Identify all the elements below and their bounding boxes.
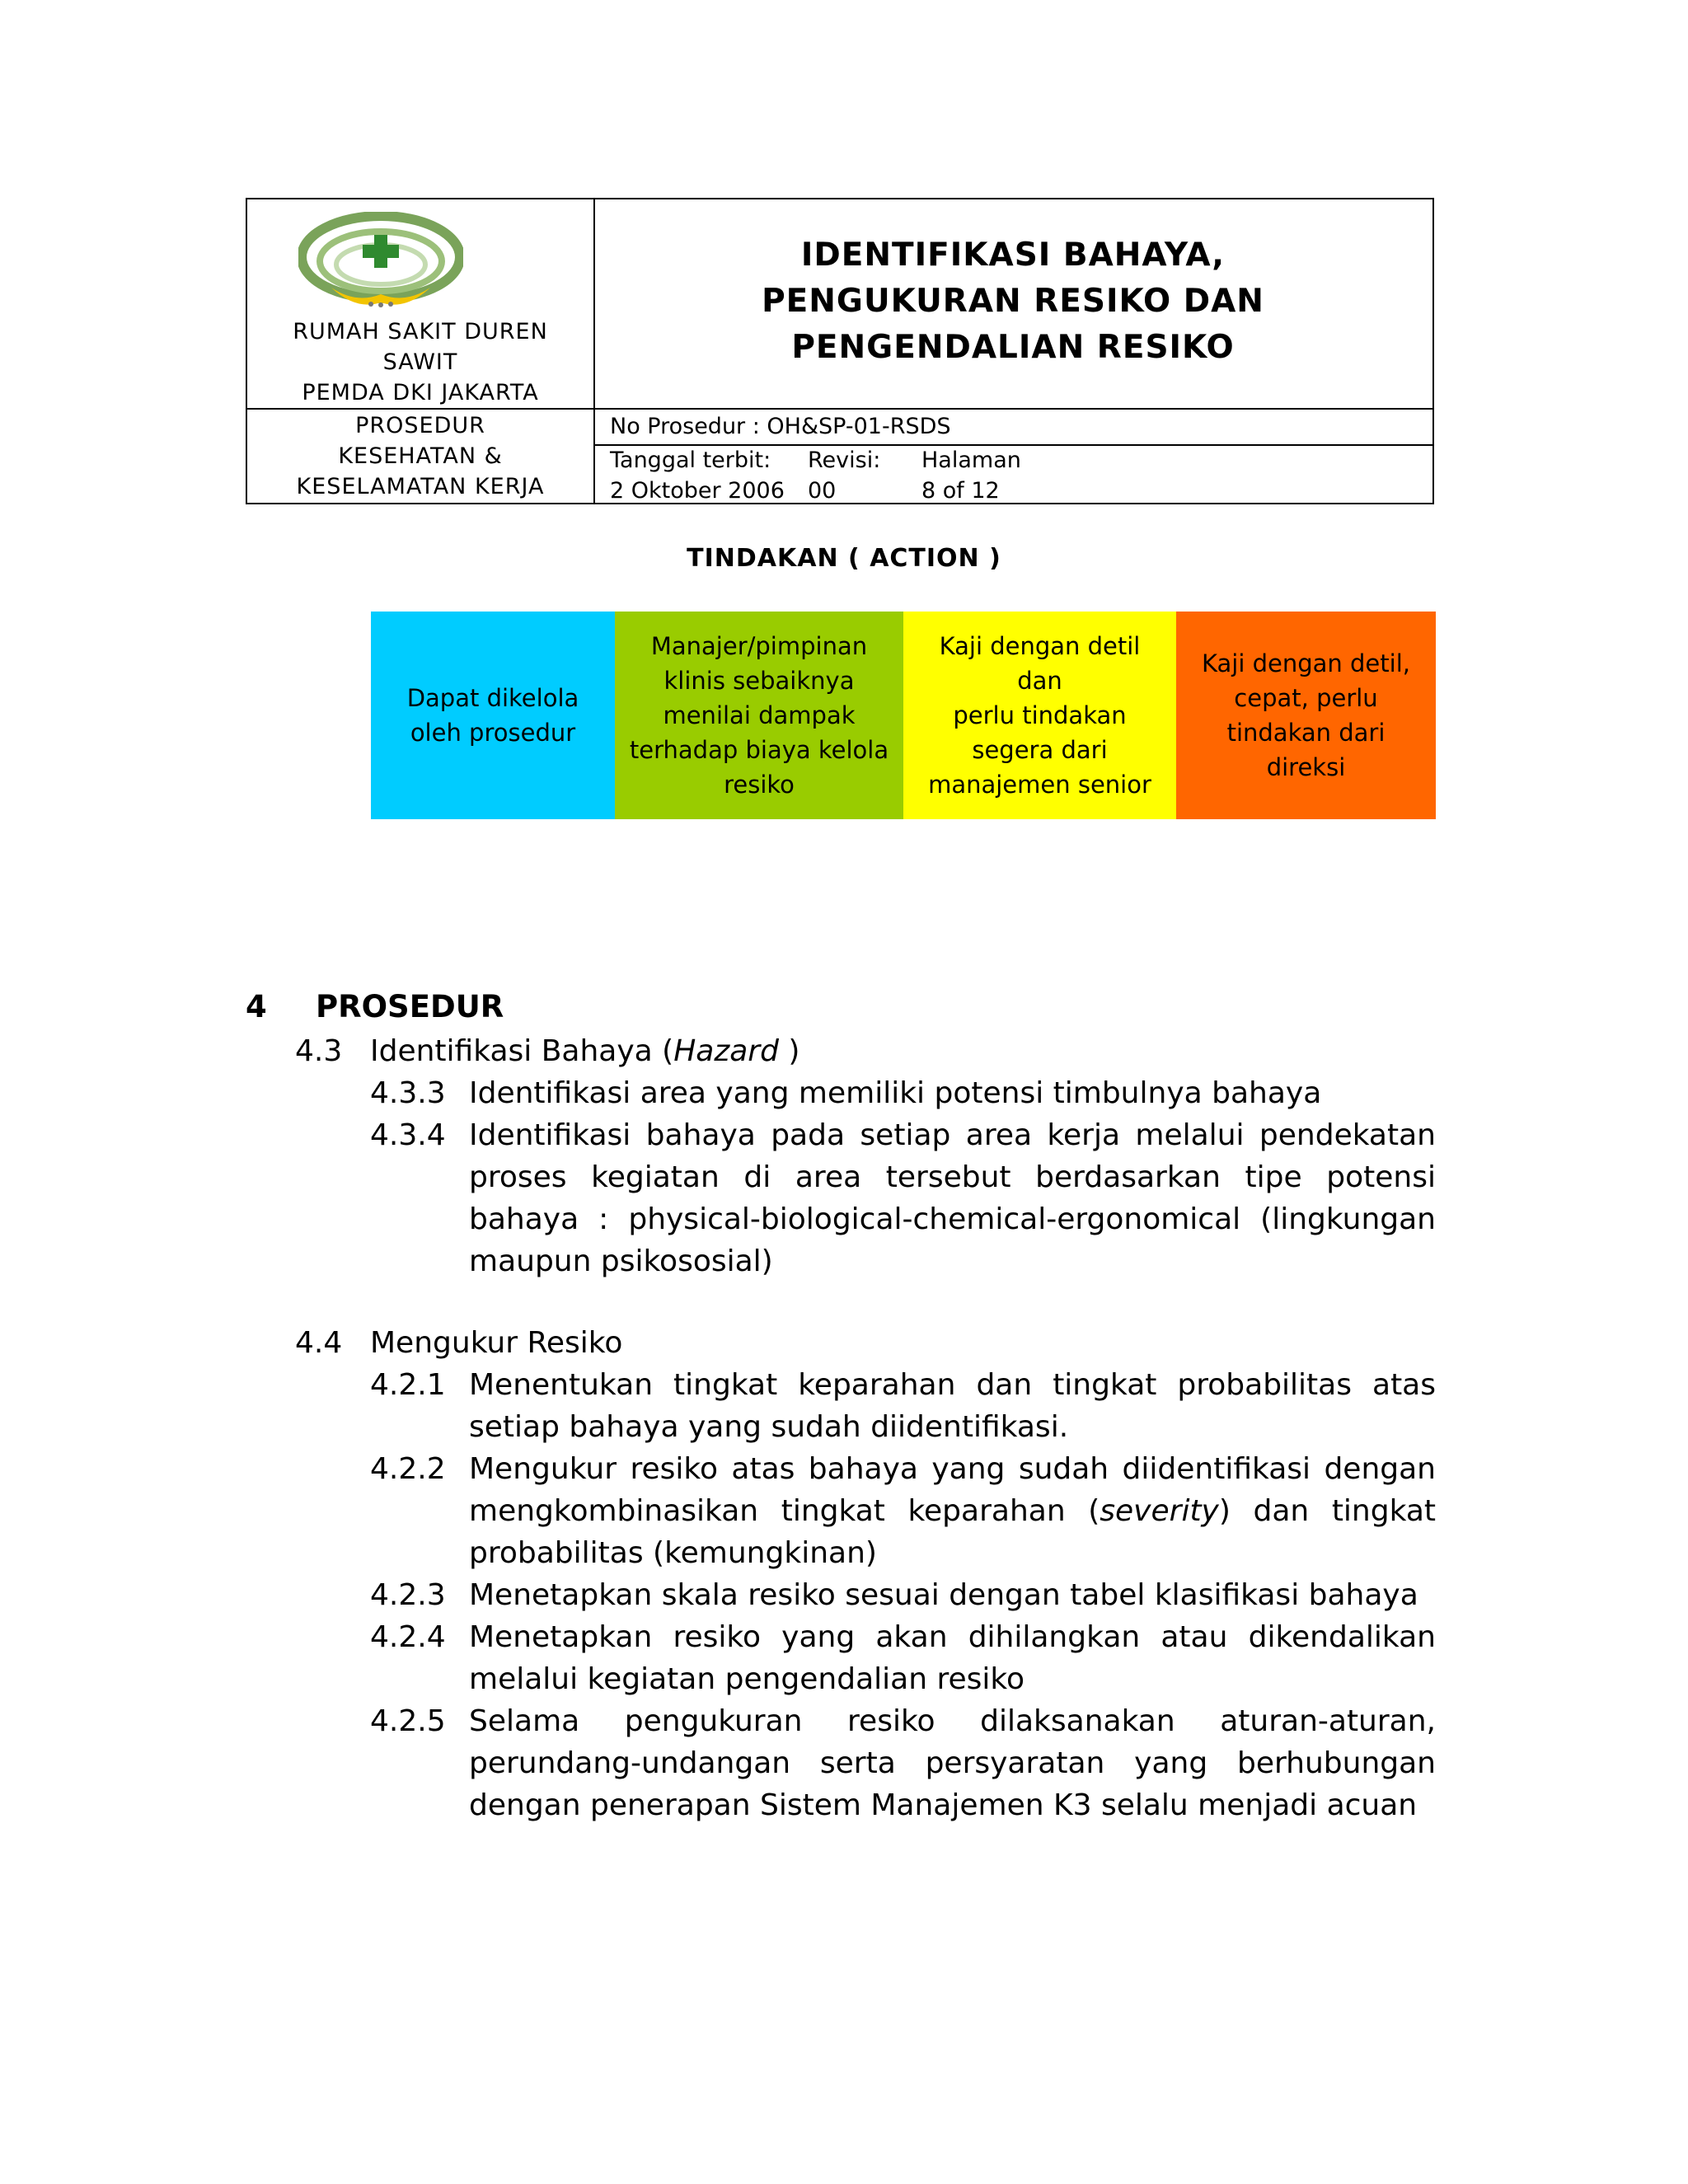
item-number: 4.2.2	[370, 1452, 446, 1486]
action-cell-high	[903, 612, 1176, 819]
action-cell-line: resiko	[724, 771, 795, 799]
title-line: IDENTIFIKASI BAHAYA,	[800, 237, 1226, 274]
subsection-title-text: Identifikasi Bahaya (	[370, 1034, 674, 1068]
procedure-line: KESEHATAN &	[338, 443, 503, 469]
action-cell-line: menilai dampak	[663, 701, 856, 729]
action-cell-line: Kaji dengan detil,	[1202, 649, 1410, 677]
org-line: PEMDA DKI JAKARTA	[302, 380, 539, 405]
subsection-title-italic: Hazard	[673, 1034, 779, 1068]
organization-name	[247, 316, 593, 408]
procedure-type	[247, 410, 593, 502]
title-line: PENGENDALIAN RESIKO	[791, 329, 1235, 366]
section-title: PROSEDUR	[316, 989, 504, 1024]
action-cell-line: tindakan dari	[1226, 719, 1386, 747]
org-line: SAWIT	[382, 349, 458, 375]
item-text: Identifikasi area yang memiliki potensi timbulnya bahaya	[469, 1076, 1322, 1110]
action-cell-line: terhadap biaya kelola	[629, 736, 889, 764]
action-cell-extreme	[1176, 612, 1436, 819]
item-text-part: Mengukur resiko atas bahaya yang sudah diidentifikasi dengan mengkombinasikan tingkat keparahan (	[469, 1452, 1436, 1528]
document-header-table	[246, 198, 1434, 504]
item-number: 4.2.1	[370, 1368, 446, 1402]
subsection-number: 4.3	[295, 1034, 343, 1068]
procedure-line: PROSEDUR	[355, 413, 485, 438]
org-line: RUMAH SAKIT DUREN	[293, 319, 548, 344]
issue-date	[610, 445, 785, 506]
item-number: 4.3.4	[370, 1118, 446, 1152]
action-cell-line: Kaji dengan detil dan	[939, 632, 1141, 695]
procedure-number: No Prosedur : OH&SP-01-RSDS	[610, 414, 951, 439]
item-text-italic: severity	[1100, 1494, 1219, 1528]
subsection-number: 4.4	[295, 1326, 343, 1360]
item-number: 4.2.3	[370, 1578, 446, 1612]
item-text-part: ) dan tingkat probabilitas (kemungkinan)	[469, 1494, 1436, 1570]
subsection-title: Mengukur Resiko	[370, 1326, 623, 1360]
page-label: Halaman	[921, 448, 1021, 473]
item-number: 4.2.4	[370, 1620, 446, 1654]
action-cell-moderate	[615, 612, 903, 819]
issue-date-value: 2 Oktober 2006	[610, 478, 785, 504]
action-cell-line: Dapat dikelola	[406, 684, 579, 712]
item-number: 4.3.3	[370, 1076, 446, 1110]
page-value: 8 of 12	[921, 478, 1000, 504]
action-cell-line: manajemen senior	[928, 771, 1151, 799]
action-cell-line: segera dari	[972, 736, 1108, 764]
item-text: Selama pengukuran resiko dilaksanakan aturan-aturan, perundang-undangan serta persyaratan yang berhubungan dengan penerapan Sistem Manajemen K3 selalu menjadi acuan	[469, 1704, 1436, 1822]
item-number: 4.2.5	[370, 1704, 446, 1738]
subsection-title	[370, 1030, 799, 1072]
item-text: Menetapkan resiko yang akan dihilangkan atau dikendalikan melalui kegiatan pengendalian resiko	[469, 1620, 1436, 1696]
header-divider-horizontal	[247, 408, 1432, 410]
action-cell-line: klinis sebaiknya	[663, 667, 855, 695]
action-cell-line: oleh prosedur	[410, 719, 576, 747]
item-text: Identifikasi bahaya pada setiap area kerja melalui pendekatan proses kegiatan di area tersebut berdasarkan tipe potensi bahaya : physical-biological-chemical-ergonomical (lingkungan maupun psikososial)	[469, 1118, 1436, 1278]
item-text: Menentukan tingkat keparahan dan tingkat probabilitas atas setiap bahaya yang sudah diidentifikasi.	[469, 1368, 1436, 1444]
action-cell-line: Manajer/pimpinan	[650, 632, 868, 660]
issue-date-label: Tanggal terbit:	[610, 448, 771, 473]
revision-value: 00	[808, 478, 837, 504]
action-cell-line: cepat, perlu	[1234, 684, 1378, 712]
section-number: 4	[246, 989, 267, 1024]
title-line: PENGUKURAN RESIKO DAN	[762, 283, 1264, 320]
hospital-logo	[298, 212, 463, 311]
action-cell-line: direksi	[1266, 753, 1346, 781]
action-cell-line: perlu tindakan	[953, 701, 1127, 729]
action-color-row	[371, 612, 1436, 819]
document-title	[593, 232, 1432, 371]
subsection-title-end: )	[778, 1034, 800, 1068]
page-number	[921, 445, 1021, 506]
item-text	[469, 1448, 1436, 1574]
item-text: Menetapkan skala resiko sesuai dengan tabel klasifikasi bahaya	[469, 1578, 1418, 1612]
revision-label: Revisi:	[808, 448, 881, 473]
action-cell-low	[371, 612, 615, 819]
action-heading: TINDAKAN ( ACTION )	[687, 544, 1001, 573]
revision	[808, 445, 880, 506]
procedure-line: KESELAMATAN KERJA	[296, 474, 545, 499]
